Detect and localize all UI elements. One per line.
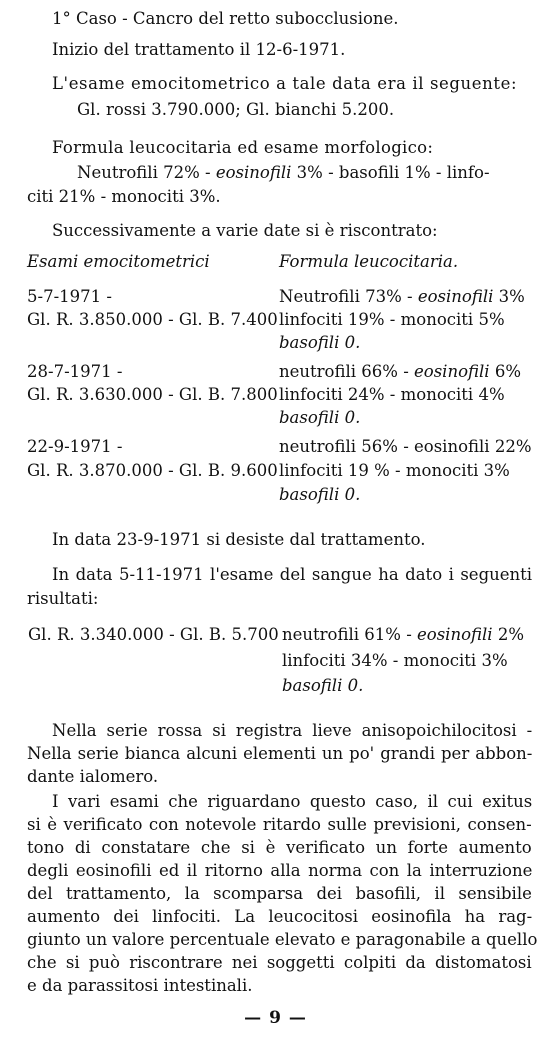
entry-date: 22-9-1971 - — [27, 437, 123, 456]
exam-intro-text: L'esame emocitometrico a tale data era il seguente: — [52, 74, 518, 93]
entry-formula-2: linfociti 19 % - monociti 3% — [279, 461, 510, 480]
final-formula-1 — [282, 624, 524, 646]
paragraph-line: I vari esami che riguardano questo caso, il cui exitus — [52, 792, 533, 811]
exam-intro — [52, 73, 533, 95]
entry-formula-1: neutrofili 56% - eosinofili 22% — [279, 437, 532, 456]
entry-neutrofili: Neutrofili 73% - — [279, 287, 418, 306]
treatment-start: Inizio del trattamento il 12-6-1971. — [52, 40, 346, 59]
subsequent-intro: Successivamente a varie date si è riscontrato: — [52, 221, 438, 240]
final-eosinofili: eosinofili — [417, 625, 493, 644]
paragraph-line: che si può riscontrare nei soggetti colpiti da distomatosi — [27, 953, 532, 972]
final-eos-value: 2% — [492, 625, 525, 644]
entry-formula-3: basofili 0. — [279, 333, 361, 352]
entry-eos-value: 3% — [493, 287, 525, 306]
entry-date: 5-7-1971 - — [27, 287, 112, 306]
column-header-right: Formula leucocitaria. — [279, 252, 459, 271]
paragraph-line: giunto un valore percentuale elevato e paragonabile a quello — [27, 930, 538, 949]
entry-eosinofili: eosinofili — [414, 362, 490, 381]
final-counts: Gl. R. 3.340.000 - Gl. B. 5.700 — [28, 625, 279, 644]
case-heading: 1° Caso - Cancro del retto subocclusione. — [52, 9, 399, 28]
treatment-stop: In data 23-9-1971 si desiste dal trattamento. — [52, 530, 426, 549]
paragraph-line: si è verificato con notevole ritardo sulle previsioni, consen- — [27, 815, 532, 834]
paragraph-line: e da parassitosi intestinali. — [27, 976, 253, 995]
paragraph-line: aumento dei linfociti. La leucocitosi eosinofila ha rag- — [27, 907, 533, 926]
paragraph-line: dante ialomero. — [27, 767, 159, 786]
entry-eosinofili: eosinofili — [417, 287, 494, 306]
paragraph-line: del trattamento, la scomparsa dei basofili, il sensibile — [27, 884, 532, 903]
page-number: — 9 — — [244, 1008, 307, 1028]
formula-intro: Formula leucocitaria ed esame morfologico: — [52, 138, 434, 157]
entry-formula-3: basofili 0. — [279, 408, 361, 427]
entry-neutrofili: neutrofili 66% - — [279, 362, 415, 381]
formula-rest: 3% - basofili 1% - linfo- — [291, 163, 490, 182]
entry-formula-3: basofili 0. — [279, 485, 361, 504]
initial-counts: Gl. rossi 3.790.000; Gl. bianchi 5.200. — [77, 100, 395, 119]
final-formula-3: basofili 0. — [282, 676, 364, 695]
formula-line-2: citi 21% - monociti 3%. — [27, 187, 221, 206]
column-header-left: Esami emocitometrici — [27, 252, 210, 271]
formula-neutrofili: Neutrofili 72% - — [77, 163, 216, 182]
entry-formula-2: linfociti 24% - monociti 4% — [279, 385, 505, 404]
entry-counts: Gl. R. 3.870.000 - Gl. B. 9.600 — [27, 461, 278, 480]
final-neutrofili: neutrofili 61% - — [282, 625, 418, 644]
blood-exam-intro: In data 5-11-1971 l'esame del sangue ha dato i seguenti — [52, 565, 533, 584]
entry-date: 28-7-1971 - — [27, 362, 123, 381]
paragraph-line: tono di constatare che si è verificato un forte aumento — [27, 838, 532, 857]
entry-formula-2: linfociti 19% - monociti 5% — [279, 310, 505, 329]
paragraph-line: Nella serie rossa si registra lieve anisopoichilocitosi - — [52, 721, 533, 740]
entry-counts: Gl. R. 3.850.000 - Gl. B. 7.400 — [27, 310, 278, 329]
entry-counts: Gl. R. 3.630.000 - Gl. B. 7.800 — [27, 385, 278, 404]
paragraph-line: degli eosinofili ed il ritorno alla norma con la interruzione — [27, 861, 533, 880]
formula-eosinofili: eosinofili — [215, 163, 292, 182]
entry-formula-1 — [279, 361, 521, 383]
formula-line-1 — [77, 162, 490, 184]
final-formula-2: linfociti 34% - monociti 3% — [282, 651, 508, 670]
paragraph-line: Nella serie bianca alcuni elementi un po' grandi per abbon- — [27, 744, 533, 763]
entry-eos-value: 6% — [489, 362, 522, 381]
entry-formula-1 — [279, 286, 525, 308]
blood-exam-intro-cont: risultati: — [27, 589, 99, 608]
